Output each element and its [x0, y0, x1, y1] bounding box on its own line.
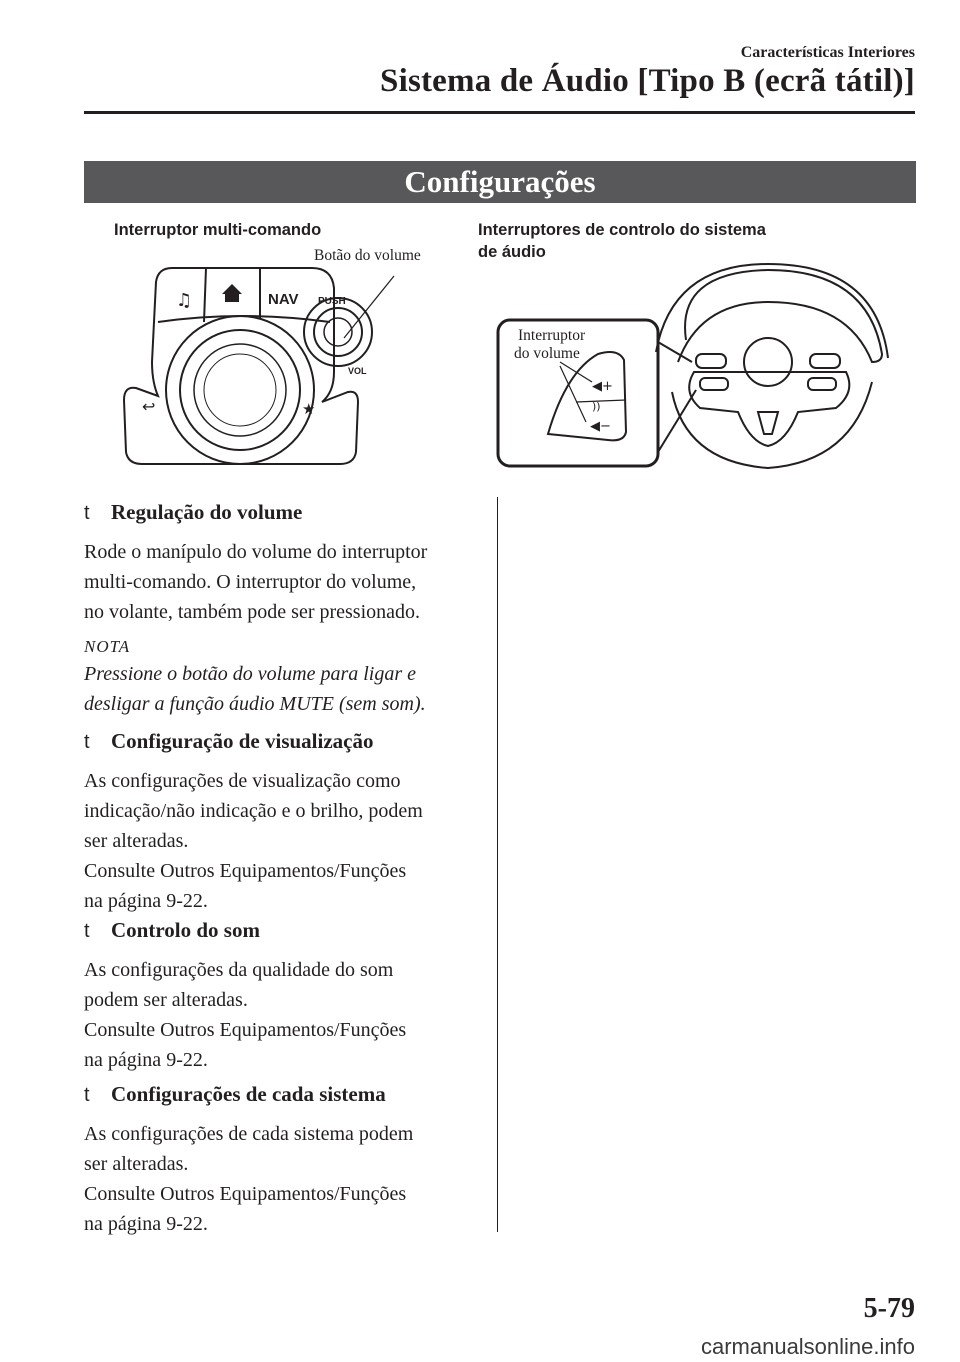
text-line: As configurações de cada sistema podem	[84, 1123, 414, 1145]
section-heading	[84, 1080, 484, 1109]
section-heading	[84, 498, 484, 527]
page-title: Sistema de Áudio [Tipo B (ecrã tátil)]	[380, 63, 915, 99]
section-heading	[84, 916, 484, 945]
section-display	[84, 727, 484, 916]
text-line: desligar a função áudio MUTE (sem som).	[84, 693, 426, 715]
voice-icon	[592, 400, 601, 413]
figure-label-volume-switch-1: Interruptor	[518, 327, 586, 344]
text-line: podem ser alteradas.	[84, 989, 248, 1011]
svg-text:)): ))	[592, 400, 601, 413]
column-divider	[497, 497, 498, 1232]
svg-text:◀−: ◀−	[590, 419, 611, 434]
figure-caption-multi-command: Interruptor multi-comando	[114, 221, 322, 239]
section-system-settings	[84, 1080, 484, 1239]
svg-text:◀+: ◀+	[592, 379, 613, 394]
steering-wheel-illustration	[496, 262, 890, 470]
section-sound	[84, 916, 484, 1075]
heading-text: Regulação do volume	[111, 500, 303, 524]
paragraph	[84, 955, 484, 1075]
text-line: no volante, também pode ser pressionado.	[84, 601, 421, 623]
figure-caption-audio-controls-2: de áudio	[478, 243, 546, 261]
heading-text: Configurações de cada sistema	[111, 1082, 386, 1106]
text-line: Consulte Outros Equipamentos/Funções	[84, 1183, 407, 1205]
vol-label: VOL	[348, 366, 367, 376]
header-divider	[84, 111, 915, 114]
volume-down-icon	[590, 419, 611, 434]
figure-label-volume-switch-2: do volume	[514, 345, 580, 362]
note-text	[84, 659, 484, 719]
volume-up-icon	[592, 379, 613, 394]
text-line: ser alteradas.	[84, 1153, 189, 1175]
text-line: na página 9-22.	[84, 1049, 208, 1071]
paragraph	[84, 537, 484, 627]
svg-text:↩: ↩	[142, 397, 156, 416]
figure-caption-audio-controls: Interruptores de controlo do sistema	[478, 221, 766, 239]
heading-text: Controlo do som	[111, 918, 260, 942]
section-volume	[84, 498, 484, 719]
paragraph	[84, 766, 484, 916]
text-line: ser alteradas.	[84, 830, 189, 852]
page-number: 5-79	[863, 1293, 915, 1324]
text-line: multi-comando. O interruptor do volume,	[84, 571, 417, 593]
home-icon	[222, 284, 242, 302]
bullet-icon: t	[84, 920, 90, 942]
back-arrow-icon	[142, 397, 155, 416]
text-line: Consulte Outros Equipamentos/Funções	[84, 860, 407, 882]
bullet-icon: t	[84, 1084, 90, 1106]
note-label: NOTA	[84, 637, 131, 656]
text-line: Consulte Outros Equipamentos/Funções	[84, 1019, 407, 1041]
music-note-icon	[176, 290, 192, 311]
svg-text:★: ★	[302, 400, 316, 418]
bullet-icon: t	[84, 502, 90, 524]
bullet-icon: t	[84, 731, 90, 753]
text-line: na página 9-22.	[84, 1213, 208, 1235]
text-line: na página 9-22.	[84, 890, 208, 912]
watermark: carmanualsonline.info	[700, 1334, 915, 1359]
text-line: Rode o manípulo do volume do interruptor	[84, 541, 428, 563]
section-heading	[84, 727, 484, 756]
favorite-star-icon	[302, 400, 315, 418]
nav-label: NAV	[268, 291, 299, 308]
text-line: indicação/não indicação e o brilho, podem	[84, 800, 423, 822]
multi-command-switch-illustration	[112, 262, 472, 472]
heading-text: Configuração de visualização	[111, 729, 374, 753]
text-line: As configurações de visualização como	[84, 770, 401, 792]
push-label: PUSH	[318, 296, 346, 307]
text-line: As configurações da qualidade do som	[84, 959, 394, 981]
figure-label-volume-knob: Botão do volume	[314, 247, 421, 264]
paragraph	[84, 1119, 484, 1239]
svg-text:♫: ♫	[176, 290, 193, 311]
chapter-title: Características Interiores	[740, 44, 915, 61]
text-line: Pressione o botão do volume para ligar e	[84, 663, 417, 685]
section-banner: Configurações	[84, 161, 916, 203]
